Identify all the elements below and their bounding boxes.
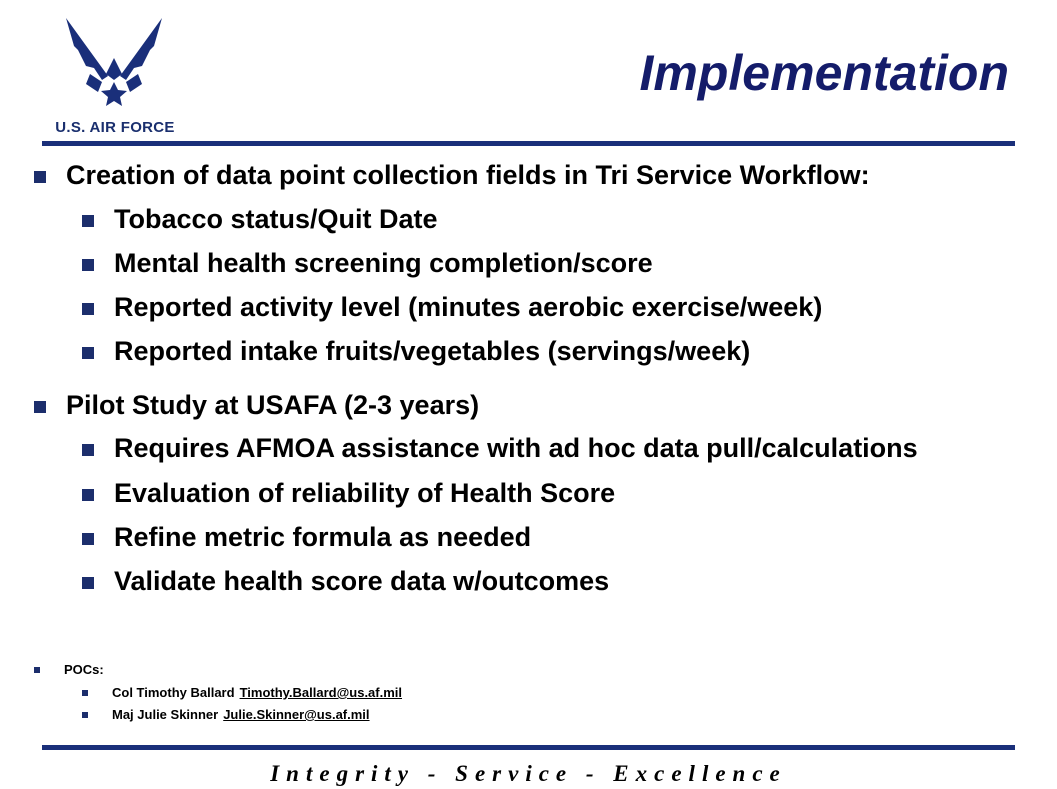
poc-email-link[interactable]: Timothy.Ballard@us.af.mil [239,685,403,700]
square-bullet-icon [34,401,46,413]
header-divider [42,141,1015,146]
page-title: Implementation [639,45,1009,101]
sub-bullet-item [82,338,750,365]
poc-contact [82,686,402,699]
poc-contact [82,708,370,721]
bullet-item [34,162,870,189]
square-bullet-icon [82,303,94,315]
footer-motto: Integrity - Service - Excellence [270,761,787,786]
sub-bullet-text: Evaluation of reliability of Health Score [114,478,616,508]
sub-bullet-text: Validate health score data w/outcomes [114,566,610,596]
square-bullet-icon [82,444,94,456]
sub-bullet-item [82,250,653,277]
sub-bullet-text: Tobacco status/Quit Date [114,204,438,234]
square-bullet-icon [82,533,94,545]
sub-bullet-text: Reported activity level (minutes aerobic exercise/week) [114,292,823,322]
square-bullet-icon [82,712,88,718]
sub-bullet-text: Mental health screening completion/score [114,248,653,278]
logo-text: U.S. AIR FORCE [55,119,175,136]
sub-bullet-text: Requires AFMOA assistance with ad hoc data pull/calculations [114,433,918,463]
air-force-wings-icon [64,18,164,110]
sub-bullet-item [82,294,822,321]
sub-bullet-item [82,206,438,233]
bullet-text: Creation of data point collection fields in Tri Service Workflow: [66,160,870,190]
sub-bullet-item [82,435,918,462]
bullet-text: Pilot Study at USAFA (2-3 years) [66,390,480,420]
sub-bullet-item [82,524,531,551]
square-bullet-icon [82,577,94,589]
sub-bullet-text: Reported intake fruits/vegetables (servings/week) [114,336,751,366]
square-bullet-icon [82,259,94,271]
sub-bullet-item [82,568,609,595]
footer-divider [42,745,1015,750]
square-bullet-icon [82,215,94,227]
air-force-logo [40,18,190,138]
sub-bullet-text: Refine metric formula as needed [114,522,532,552]
square-bullet-icon [34,171,46,183]
pocs-label: POCs: [64,662,104,677]
square-bullet-icon [82,347,94,359]
square-bullet-icon [34,667,40,673]
square-bullet-icon [82,690,88,696]
poc-email-link[interactable]: Julie.Skinner@us.af.mil [223,707,370,722]
square-bullet-icon [82,489,94,501]
poc-name: Col Timothy Ballard [112,685,235,700]
poc-name: Maj Julie Skinner [112,707,219,722]
bullet-item [34,392,479,419]
sub-bullet-item [82,480,615,507]
pocs-item [34,663,104,676]
